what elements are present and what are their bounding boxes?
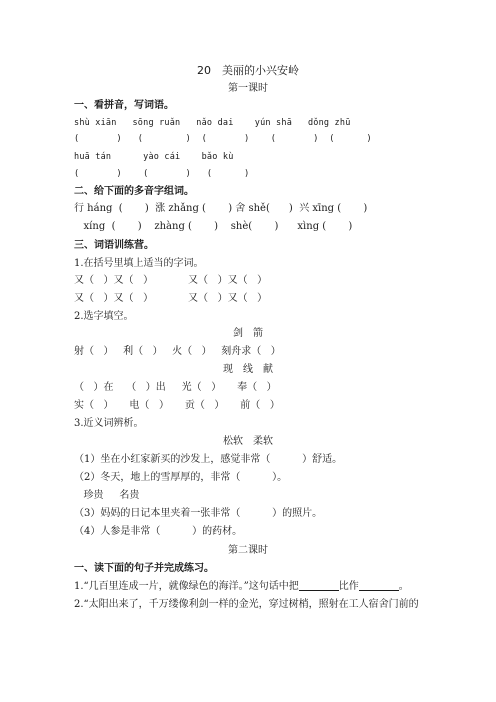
answer-blank [299, 580, 339, 591]
pinyin-row-1: shù xiān sōng ruǎn nǎo dai yún shā dǒng zhū [74, 118, 351, 128]
question-2: 2.选字填空。 [74, 311, 134, 322]
fill-row-1: 又（ ）又（ ） 又（ ）又（ ） [74, 275, 268, 286]
pinyin-row-2: huā tán yào cái bǎo kù [74, 152, 234, 162]
answer-blank [359, 580, 399, 591]
section1-heading: 一、看拼音，写词语。 [74, 100, 174, 111]
synonym-options-1: 松软 柔软 [223, 436, 273, 447]
lesson2-section1-heading: 一、读下面的句子并完成练习。 [74, 563, 214, 574]
answer-blanks-row-2: ( ) ( ) ( ) [74, 169, 250, 179]
question-3: 3.近义词辨析。 [74, 418, 144, 429]
polyphone-row-2: xíng ( ) zhàng ( ) shè( ) xìng ( ) [74, 221, 353, 232]
answer-blanks-row-1: ( ) ( ) ( ) ( ) ( ) [74, 134, 372, 144]
choice-row-1: 射（ ） 利（ ） 火（ ） 刻舟求（ ） [74, 346, 281, 357]
synonym-sentence-4: （4）人参是非常（ ）的药材。 [74, 526, 243, 537]
synonym-options-2: 珍贵 名贵 [74, 490, 140, 501]
choice-row-2: （ ）在 （ ）出 光（ ） 奉（ ） [74, 382, 277, 393]
fill-row-2: 又（ ）又（ ） 又（ ）又（ ） [74, 293, 268, 304]
synonym-sentence-3: （3）妈妈的日记本里夹着一张非常（ ）的照片。 [74, 508, 323, 519]
choice-row-3: 实（ ） 电（ ） 贡（ ） 前（ ） [74, 400, 280, 411]
question-1: 1.在括号里填上适当的字词。 [74, 258, 204, 269]
synonym-sentence-2: （2）冬天，地上的雪厚厚的，非常（ ）。 [74, 472, 288, 483]
lesson2-question-2: 2.“太阳出来了，千万缕像利剑一样的金光，穿过树梢，照射在工人宿舍门前的 [74, 599, 419, 610]
section3-heading: 三、词语训练营。 [74, 240, 154, 251]
synonym-sentence-1: （1）坐在小红家新买的沙发上，感觉非常（ ）舒适。 [74, 454, 343, 465]
lesson2-title: 第二课时 [228, 545, 268, 556]
choice-options-2: 现 线 献 [223, 364, 273, 375]
lesson2-question-1: 1.“几百里连成一片，就像绿色的海洋。”这句话中把 比作 。 [74, 581, 409, 592]
section2-heading: 二、给下面的多音字组词。 [74, 186, 194, 197]
choice-options-1: 剑 箭 [233, 328, 263, 339]
lesson1-title: 第一课时 [228, 83, 268, 94]
page-title: 20 美丽的小兴安岭 [197, 64, 299, 77]
polyphone-row-1: 行 háng ( ) 涨 zhǎng ( ) 舍 shě( ) 兴 xīng ( ) [74, 203, 368, 214]
